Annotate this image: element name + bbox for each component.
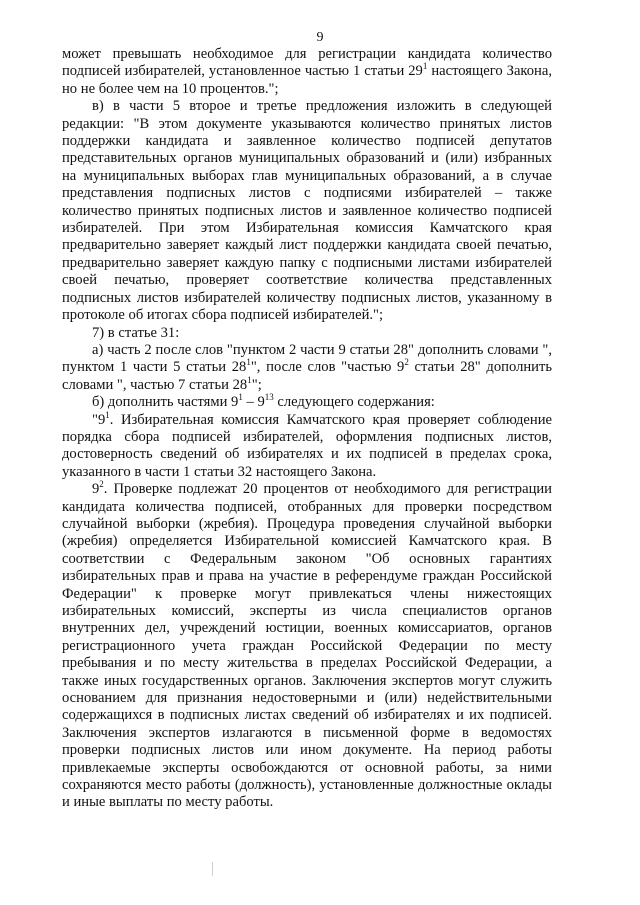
text-run: ", после слов "частью 9 — [250, 359, 405, 376]
text-run: . Проверке подлежат 20 процентов от необходимого для регистрации кандидата количества подписей, отобранных для проверки посредством случайной выборки (жребия). Процедура проведения случайной выборки (жребия) определяется Избирательной комиссией Камчатского края. В соответствии с Федеральным законом "Об основных гарантиях избирательных прав и права на участие в референдуме граждан Российской Федерации" к проверке могут привлекаться члены нижестоящих избирательных комиссий, эксперты из числа специалистов органов внутренних дел, учреждений юстиции, военных комиссариатов, органов регистрационного учета граждан Российской Федерации по месту пребывания и по месту жительства в пределах Российской Федерации, а также иных государственных органов. Заключения экспертов могут служить основанием для признания недостоверными и (или) недействительными содержащихся в подписных листах сведений об избирателях и их подписей. Заключения экспертов излагаются в письменной форме в ведомостях проверки подписных листов или ином документе. На период работы привлекаемые эксперты освобождаются от основной работы, за ними сохраняются место работы (должность), установленные должностные оклады и иные выплаты по месту работы. — [62, 481, 552, 811]
superscript: 13 — [264, 392, 274, 403]
paragraph — [62, 394, 552, 411]
text-run: – 9 — [242, 394, 265, 411]
superscript: 1 — [247, 374, 252, 385]
paragraph — [62, 481, 552, 812]
paragraph — [62, 46, 552, 98]
text-run: в) в части 5 второе и третье предложения изложить в следующей редакции: "В этом документе указываются количество принятых листов поддержки кандидата и заявленное количество подписей депутатов представительных органов муниципальных образований и (или) избранных на муниципальных выборах глав муниципальных образований, а в случае представления подписных листов с подписями избирателей – также количество принятых подписных листов и заявленное количество подписей избирателей. При этом Избирательная комиссия Камчатского края предварительно заверяет каждый лист поддержки кандидата своей печатью, предварительно заверяет каждую папку с подписными листами избирателей своей печатью, проверяет соответствие количества представленных подписных листов избирателей количеству подписных листов, указанному в протоколе об итогах сбора подписей избирателей."; — [62, 98, 552, 324]
text-run: б) дополнить частями 9 — [92, 394, 239, 411]
paragraph — [62, 342, 552, 394]
text-run: 7) в статье 31: — [92, 324, 180, 341]
document-body — [62, 46, 552, 812]
superscript: 2 — [404, 357, 409, 368]
paragraph — [62, 325, 552, 342]
superscript: 2 — [99, 479, 104, 490]
text-run: "; — [251, 376, 262, 393]
text-run: статьи 28" дополнить словами ", частью 7 статьи 28 — [62, 359, 553, 393]
paragraph — [62, 98, 552, 324]
text-run: следующего содержания: — [273, 394, 435, 411]
paragraph — [62, 409, 552, 482]
text-run: а) часть 2 после слов "пунктом 2 части 9 статьи 28" дополнить словами ", пунктом 1 части 5 статьи 28 — [62, 341, 552, 376]
text-run: может превышать необходимое для регистрации кандидата количество подписей избирателей, установленное частью 1 статьи 29 — [62, 46, 552, 80]
text-run: "9 — [92, 411, 106, 428]
superscript: 1 — [246, 357, 251, 368]
superscript: 1 — [422, 61, 428, 72]
text-run: 9 — [92, 481, 100, 498]
text-run: . Избирательная комиссия Камчатского края проверяет соблюдение порядка сбора подписей избирателей, оформления подписных листов, достоверность сведений об избирателях и их подписей в пределах срока, указанного в части 1 статьи 32 настоящего Закона. — [62, 411, 552, 480]
superscript: 1 — [105, 409, 110, 420]
superscript: 1 — [238, 392, 243, 403]
scan-artifact — [212, 862, 213, 876]
text-run: настоящего Закона, но не более чем на 10 процентов."; — [62, 63, 552, 97]
page-number: 9 — [316, 30, 324, 45]
